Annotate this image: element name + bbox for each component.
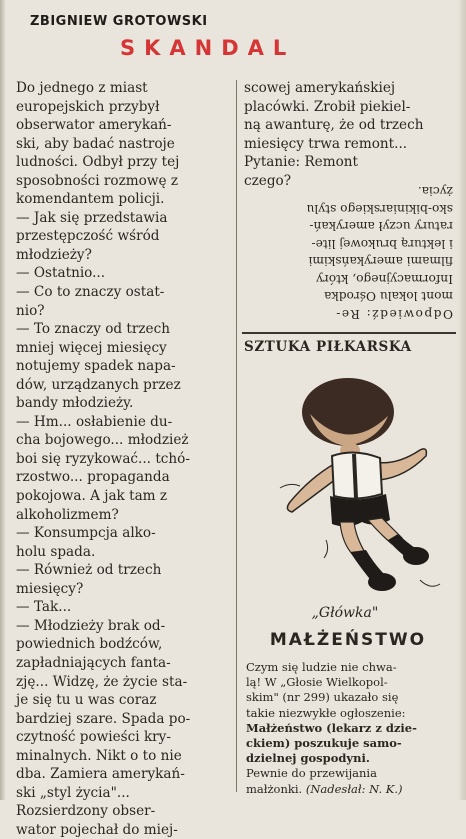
article-line: bardziej szare. Spada po- xyxy=(16,710,191,727)
article-line: mniej więcej miesięcy xyxy=(16,339,167,356)
article-line: dba. Zamiera amerykań- xyxy=(16,766,185,783)
answer-line: i lekturą brukowej lite- xyxy=(311,237,453,251)
article-line: placówki. Zrobił piekiel- xyxy=(244,98,411,115)
answer-line: mont lokalu Ośrodka xyxy=(324,289,453,304)
cartoon-heading: SZTUKA PIŁKARSKA xyxy=(244,339,412,355)
inverted-answer xyxy=(245,182,453,322)
answer-line: Odpowiedź: Re- xyxy=(334,307,453,321)
notice-line: takie niezwykłe ogłoszenie: xyxy=(246,705,406,720)
article-line: miesięcy trwa remont... xyxy=(244,135,408,152)
article-line: — Hm... osłabienie du- xyxy=(16,413,173,430)
right-page-edge xyxy=(458,0,466,800)
article-line: wator pojechał do miej- xyxy=(16,821,178,838)
article-line: ski „styl życia"... xyxy=(16,784,130,801)
cartoon-caption: „Główka" xyxy=(311,605,379,621)
answer-line: filmami amerykańskimi xyxy=(308,254,453,269)
article-line: ną awanturę, że od trzech xyxy=(244,117,424,134)
article-line: pokojowa. A jak tam z xyxy=(16,488,168,505)
answer-line: Informacyjnego, który xyxy=(316,272,453,286)
article-line: obserwator amerykań- xyxy=(16,117,172,134)
notice-text xyxy=(246,660,452,797)
article-line: powiednich bodźców, xyxy=(16,636,163,653)
article-line: — To znaczy od trzech xyxy=(16,321,170,338)
article-line: ski, aby badać nastroje xyxy=(16,135,175,152)
article-right-column xyxy=(244,79,450,190)
article-line: alkoholizmem? xyxy=(16,506,119,523)
article-line: rzostwo... propaganda xyxy=(16,469,170,486)
author-name: ZBIGNIEW GROTOWSKI xyxy=(30,14,208,29)
notice-credit: (Nadesłał: N. K.) xyxy=(302,781,403,796)
notice-line: małżonki. (Nadesłał: N. K.) xyxy=(246,781,403,796)
article-line: — Również od trzech xyxy=(16,562,162,579)
article-line: — Tak... xyxy=(16,599,72,616)
article-line: cha bojowego... młodzież xyxy=(16,432,189,449)
article-line: dów, urządzanych przez xyxy=(16,376,181,393)
article-line: — Ostatnio... xyxy=(16,265,106,282)
article-line: minalnych. Nikt o to nie xyxy=(16,747,182,764)
article-line: je się tu u was coraz xyxy=(16,692,157,709)
article-line: czego? xyxy=(244,172,291,189)
article-line: europejskich przybył xyxy=(16,98,160,115)
left-page-edge xyxy=(0,0,6,800)
answer-line: życia. xyxy=(417,184,453,199)
section-rule xyxy=(242,332,456,334)
column-divider xyxy=(236,80,237,792)
article-line: młodzieży? xyxy=(16,246,92,263)
article-line: — Jak się przedstawia xyxy=(16,209,168,226)
answer-line: ratury uczył amerykań- xyxy=(309,219,453,234)
article-line: miesięcy? xyxy=(16,580,84,597)
footballer-cartoon xyxy=(270,370,450,610)
article-line: ludności. Odbył przy tej xyxy=(16,154,180,171)
article-title: SKANDAL xyxy=(120,36,296,60)
notice-heading: MAŁŻEŃSTWO xyxy=(269,630,427,650)
article-line: komendantem policji. xyxy=(16,191,165,208)
article-line: Do jednego z miast xyxy=(16,80,148,96)
notice-line: skim" (nr 299) ukazało się xyxy=(246,690,399,705)
article-line: Rozsierdzony obser- xyxy=(16,803,156,820)
notice-line: lą! W „Głosie Wielkopol- xyxy=(246,675,388,690)
article-line: Pytanie: Remont xyxy=(244,154,359,171)
notice-line: Pewnie do przewijania xyxy=(246,766,377,781)
article-line: przestępczość wśród xyxy=(16,228,160,245)
notice-line: ckiem) poszukuje samo- xyxy=(246,736,402,751)
notice-line: Małżeństwo (lekarz z dzie- xyxy=(246,720,417,735)
article-line: sposobności rozmowę z xyxy=(16,172,179,189)
article-line: zapładniających fanta- xyxy=(16,654,171,671)
article-line: holu spada. xyxy=(16,543,96,560)
article-line: nio? xyxy=(16,302,45,319)
article-line: scowej amerykańskiej xyxy=(244,80,396,96)
article-line: boi się ryzykować... tchó- xyxy=(16,450,190,467)
article-line: zję... Widzę, że życie sta- xyxy=(16,673,188,690)
answer-line: sko-bikiniarskiego stylu xyxy=(306,202,453,216)
article-line: czytność powieści kry- xyxy=(16,729,171,746)
article-line: — Konsumpcja alko- xyxy=(16,525,156,542)
article-line: notujemy spadek napa- xyxy=(16,358,176,375)
notice-line: dzielnej gospodyni. xyxy=(246,751,370,766)
article-left-column xyxy=(16,79,230,839)
notice-line: Czym się ludzie nie chwa- xyxy=(246,660,397,674)
article-line: — Co to znaczy ostat- xyxy=(16,284,165,301)
article-line: bandy młodzieży. xyxy=(16,395,134,412)
article-line: — Młodzieży brak od- xyxy=(16,617,166,634)
